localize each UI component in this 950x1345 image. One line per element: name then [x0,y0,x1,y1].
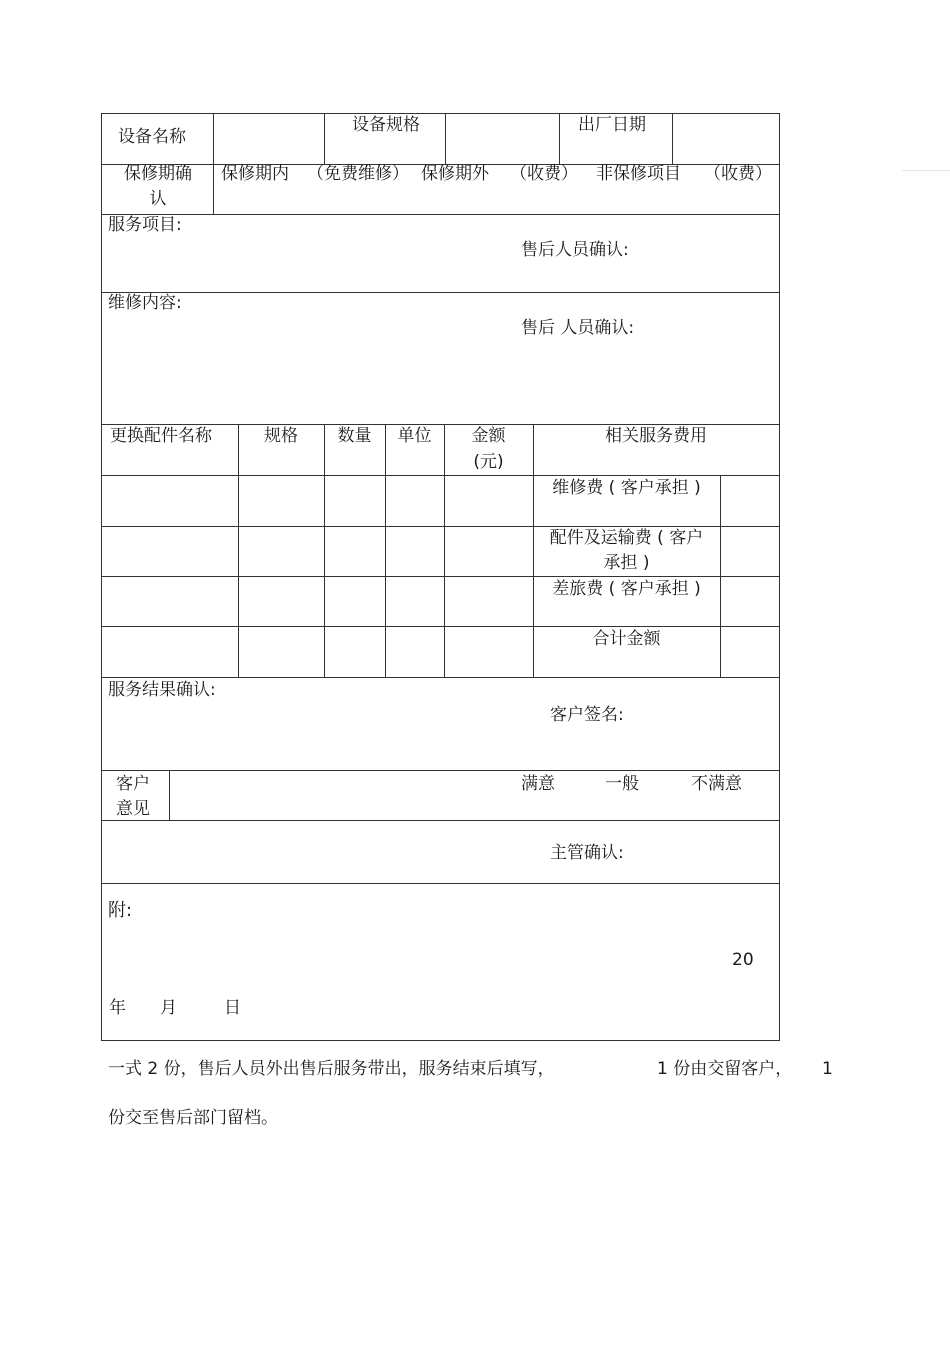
service-items-label: 服务项目: [108,215,182,235]
attachment-label: 附: [108,900,133,921]
date-year: 年 [109,998,126,1018]
col-divider [324,114,325,164]
col-divider [559,114,560,164]
charge-text: （收费） [704,164,772,184]
row-divider [102,292,779,293]
service-form [101,113,780,1041]
factory-date-label: 出厂日期 [578,115,646,135]
charge-text: （收费） [510,164,578,184]
col-divider [238,424,239,677]
device-spec-field[interactable] [446,115,558,163]
out-warranty-option[interactable]: 保修期外 [421,164,489,184]
customer-signature-label: 客户签名: [550,705,624,725]
col-divider [169,770,170,820]
row-divider [102,883,779,884]
warranty-label-cont: 认 [149,189,167,209]
non-warranty-option[interactable]: 非保修项目 [596,164,681,184]
col-divider [385,424,386,677]
travel-fee-label: 差旅费 ( 客户承担 ) [552,579,701,599]
parts-qty-header: 数量 [337,426,372,446]
footer-note-line2: 份交至售后部门留档。 [108,1108,278,1128]
customer-opinion-label-cont: 意见 [116,799,150,819]
footer-note-part2: 1 份由交留客户， [657,1059,793,1079]
decorative-line [902,170,950,171]
average-option[interactable]: 一般 [605,774,639,794]
device-name-field[interactable] [214,115,323,163]
factory-date-field[interactable] [673,115,778,163]
parts-amount-header: 金额 [471,426,506,446]
repair-fee-label: 维修费 ( 客户承担 ) [552,478,701,498]
device-name-label: 设备名称 [118,127,186,147]
year-prefix: 20 [732,950,754,970]
footer-note: 一式 2 份，售后人员外出售后服务带出，服务结束后填写， [108,1059,555,1079]
footer-note-part3: 1 [822,1059,833,1079]
parts-unit-header: 单位 [397,426,432,446]
device-spec-label: 设备规格 [352,115,420,135]
repair-staff-confirm: 售后 人员确认: [521,318,635,338]
repair-content-label: 维修内容: [108,293,182,313]
parts-transport-fee-label: 配件及运输费 ( 客户 [549,528,704,548]
in-warranty-option[interactable]: 保修期内 [221,164,289,184]
total-amount-label: 合计金额 [592,629,661,649]
unsatisfied-option[interactable]: 不满意 [691,774,742,794]
row-divider [102,214,779,215]
parts-amount-unit: (元) [473,452,504,472]
date-month: 月 [160,998,177,1018]
customer-opinion-label: 客户 [116,774,150,794]
service-staff-confirm: 售后人员确认: [521,240,629,260]
service-result-label: 服务结果确认: [108,680,216,700]
parts-spec-header: 规格 [264,426,298,446]
parts-transport-fee-label-cont: 承担 ) [603,553,650,573]
date-day: 日 [224,998,241,1018]
parts-name-header: 更换配件名称 [110,426,212,446]
col-divider [720,475,721,677]
supervisor-confirm-label: 主管确认: [550,843,624,863]
col-divider [324,424,325,677]
row-divider [102,820,779,821]
row-divider [102,770,779,771]
free-repair-text: （免费维修） [307,164,409,184]
warranty-label: 保修期确 [124,164,192,184]
service-fees-header: 相关服务费用 [605,426,707,446]
satisfied-option[interactable]: 满意 [521,774,555,794]
